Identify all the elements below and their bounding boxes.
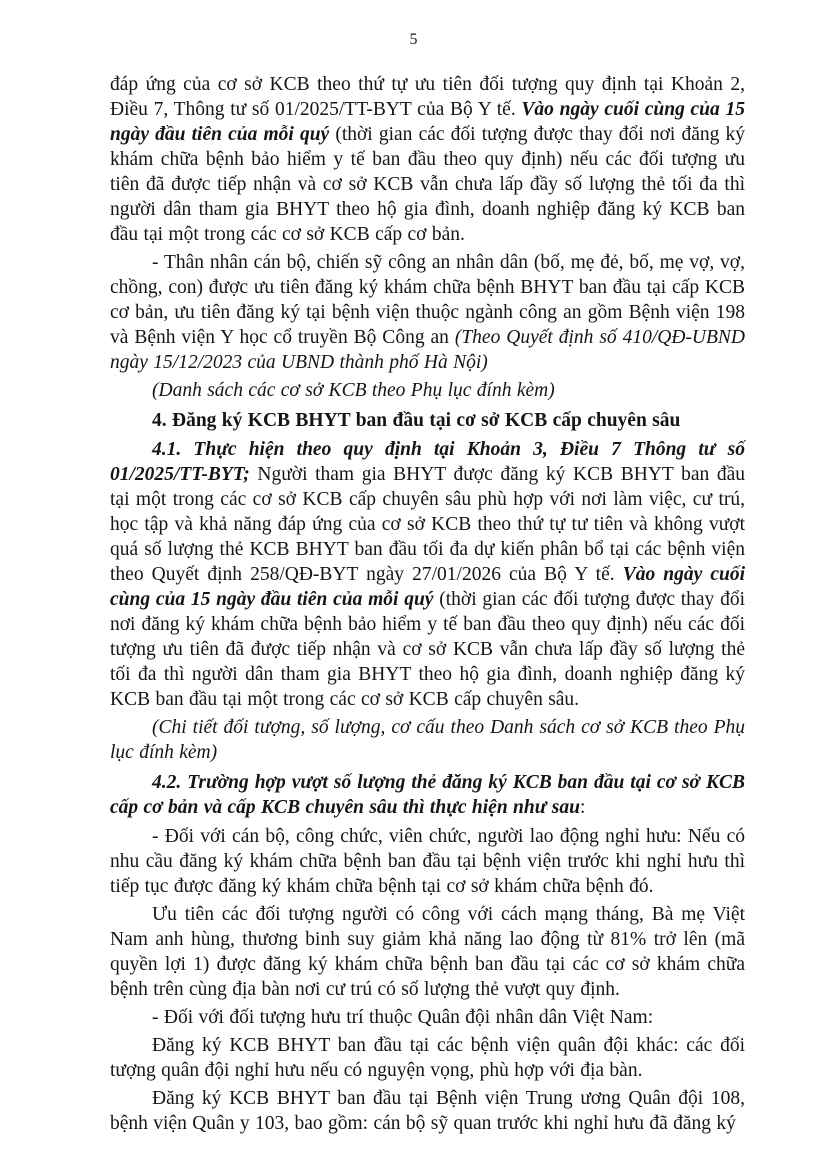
heading-4-2-vuot-so-luong — [110, 770, 745, 820]
text-run: (thời gian các đối tượng được thay đổi nơi đăng ký khám chữa bệnh bảo hiểm y tế ban đầu theo quy định) nếu các đối tượng ưu tiên đã được tiếp nhận và cơ sở KCB vẫn chưa lấp đầy số lượng thẻ tối đa thì người dân tham gia BHYT theo hộ gia đình, doanh nghiệp đăng ký KCB ban đầu tại một trong các cơ sở KCB cấp chuyên sâu. — [110, 589, 745, 710]
para-benh-vien-108-103 — [110, 1086, 745, 1136]
document-body — [110, 72, 745, 1136]
bullet-huu-tri-quan-doi — [110, 1005, 745, 1030]
para-uu-tien-nguoi-co-cong — [110, 902, 745, 1002]
text-run: 4.1. Thực hiện theo quy định tại Khoản 3, Điều 7 Thông tư số 01/2025/TT-BYT; — [110, 439, 745, 485]
bullet-than-nhan-cong-an — [110, 250, 745, 375]
text-run: 4.2. Trường hợp vượt số lượng thẻ đăng ký KCB ban đầu tại cơ sở KCB cấp cơ bản và cấp KCB chuyên sâu thì thực hiện như sau — [110, 772, 745, 818]
text-run: Đăng ký KCB BHYT ban đầu tại các bệnh viện quân đội khác: các đối tượng quân đội nghỉ hưu nếu có nguyện vọng, phù hợp với địa bàn. — [110, 1035, 745, 1081]
text-run: đáp ứng của cơ sở KCB theo thứ tự ưu tiên đối tượng quy định tại Khoản 2, Điều 7, Thông tư số 01/2025/TT-BYT của Bộ Y tế. — [110, 74, 745, 120]
text-run: Đăng ký KCB BHYT ban đầu tại Bệnh viện Trung ương Quân đội 108, bệnh viện Quân y 103, bao gồm: cán bộ sỹ quan trước khi nghỉ hưu đã đăng ký — [110, 1088, 745, 1134]
heading-section-4 — [110, 408, 745, 433]
text-run: (Theo Quyết định số 410/QĐ-UBND ngày 15/12/2023 của UBND thành phố Hà Nội) — [110, 327, 745, 373]
text-run: - Đối với cán bộ, công chức, viên chức, người lao động nghỉ hưu: Nếu có nhu cầu đăng ký khám chữa bệnh ban đầu tại bệnh viện trước khi nghỉ hưu thì tiếp tục được đăng ký khám chữa bệnh tại cơ sở khám chữa bệnh đó. — [110, 826, 745, 897]
text-run: (Chi tiết đối tượng, số lượng, cơ cấu theo Danh sách cơ sở KCB theo Phụ lục đính kèm) — [110, 717, 745, 763]
text-run: - Đối với đối tượng hưu trí thuộc Quân đội nhân dân Việt Nam: — [152, 1007, 654, 1028]
text-run: - Thân nhân cán bộ, chiến sỹ công an nhân dân (bố, mẹ đẻ, bố, mẹ vợ, vợ, chồng, con) được ưu tiên đăng ký khám chữa bệnh BHYT ban đầu tại cấp KCB cơ bản, ưu tiên đăng ký tại bệnh viện thuộc ngành công an gồm Bệnh viện 198 và Bệnh viện Y học cổ truyền Bộ Công an — [110, 252, 745, 348]
page-number: 5 — [409, 31, 418, 48]
text-run: 4. Đăng ký KCB BHYT ban đầu tại cơ sở KCB cấp chuyên sâu — [152, 410, 681, 431]
text-run: Ưu tiên các đối tượng người có công với cách mạng tháng, Bà mẹ Việt Nam anh hùng, thương binh suy giảm khả năng lao động từ 81% trở lên (mã quyền lợi 1) được đăng ký khám chữa bệnh ban đầu tại các cơ sở khám chữa bệnh trên cùng địa bàn nơi cư trú có số lượng thẻ vượt quy định. — [110, 904, 745, 1000]
text-run: (thời gian các đối tượng được thay đổi nơi đăng ký khám chữa bệnh bảo hiểm y tế ban đầu theo quy định) nếu các đối tượng ưu tiên đã được tiếp nhận và cơ sở KCB vẫn chưa lấp đầy số lượng thẻ tối đa thì người dân tham gia BHYT theo hộ gia đình, doanh nghiệp đăng ký KCB ban đầu tại một trong các cơ sở KCB cấp cơ bản. — [110, 124, 745, 245]
text-run: Vào ngày cuối cùng của 15 ngày đầu tiên của mỗi quý — [110, 564, 745, 610]
text-run: : — [579, 797, 586, 818]
note-danh-sach-phu-luc — [110, 378, 745, 403]
para-4-1-chuyen-sau — [110, 437, 745, 712]
text-run: Vào ngày cuối cùng của 15 ngày đầu tiên của mỗi quý — [110, 99, 745, 145]
text-run: (Danh sách các cơ sở KCB theo Phụ lục đính kèm) — [152, 380, 555, 401]
para-kcb-cap-co-ban-continuation — [110, 72, 745, 247]
para-benh-vien-quan-doi-khac — [110, 1033, 745, 1083]
note-chi-tiet-doi-tuong — [110, 715, 745, 765]
bullet-can-bo-nghi-huu — [110, 824, 745, 899]
text-run: Người tham gia BHYT được đăng ký KCB BHYT ban đầu tại một trong các cơ sở KCB cấp chuyên sâu phù hợp với nơi làm việc, cư trú, học tập và khả năng đáp ứng của cơ sở KCB theo thứ tự tư tiên và không vượt quá số lượng thẻ KCB BHYT ban đầu tối đa dự kiến phân bổ tại các bệnh viện theo Quyết định 258/QĐ-BYT ngày 27/01/2026 của Bộ Y tế. — [110, 464, 745, 585]
